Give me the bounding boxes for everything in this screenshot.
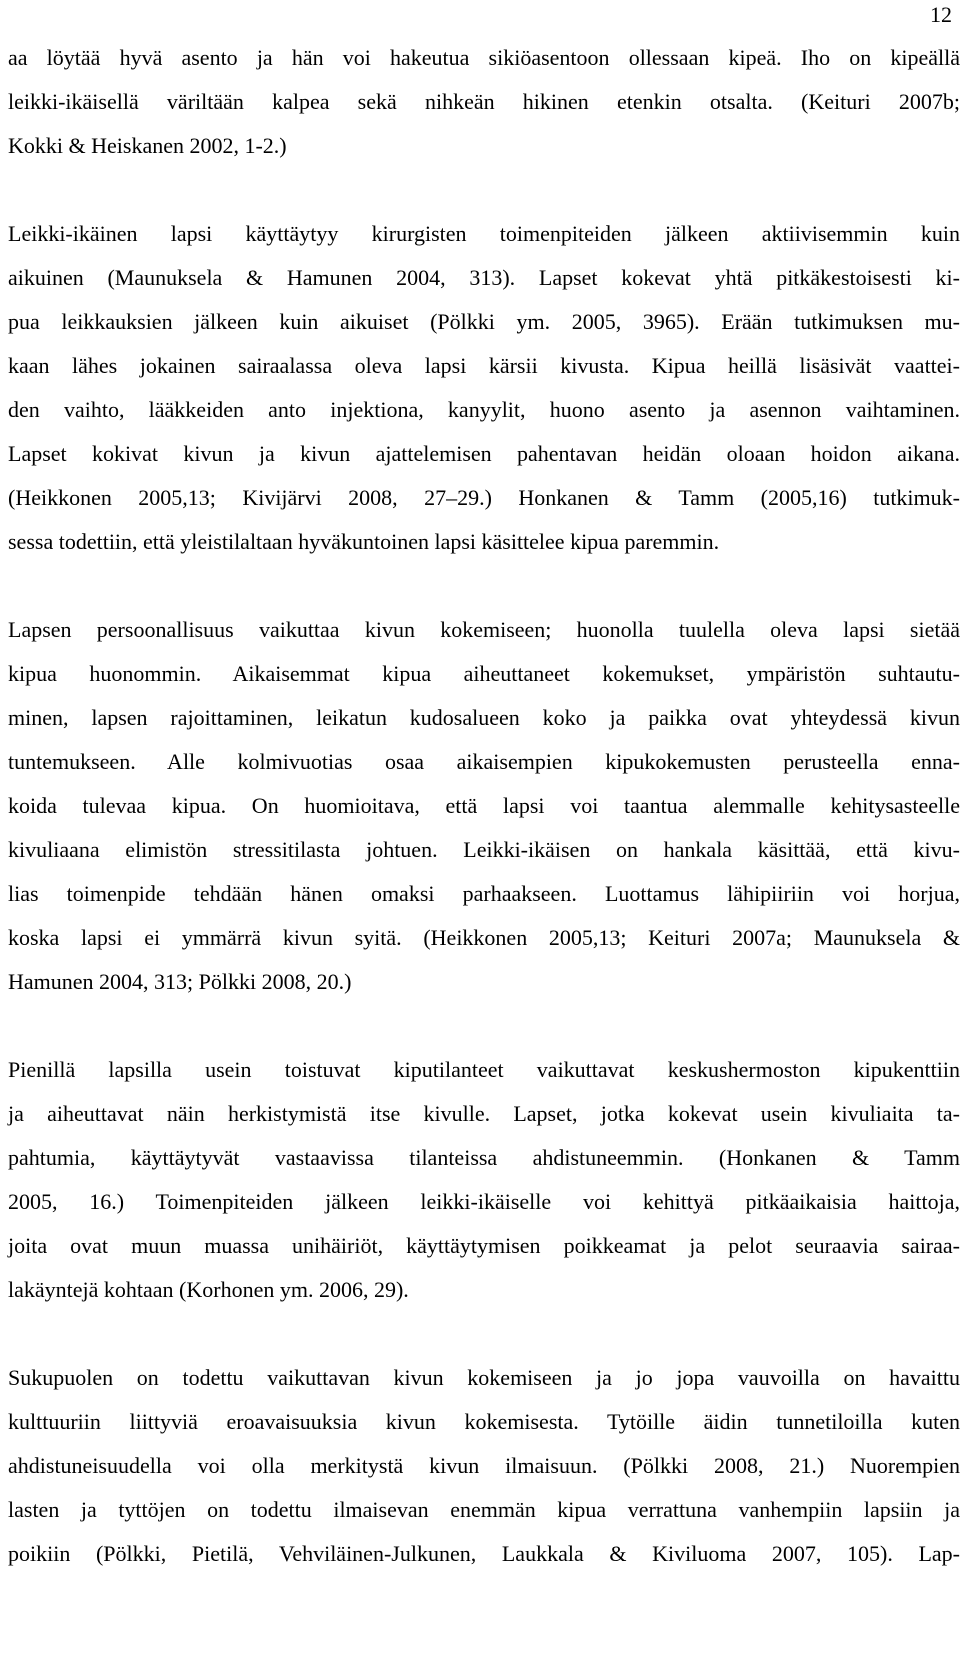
text-line: koska lapsi ei ymmärrä kivun syitä. (Heikkonen 2005,13; Keituri 2007a; Maunuksela & bbox=[8, 925, 960, 950]
text-line: (Heikkonen 2005,13; Kivijärvi 2008, 27–29.) Honkanen & Tamm (2005,16) tutkimuk- bbox=[8, 485, 960, 510]
text-line: poikiin (Pölkki, Pietilä, Vehviläinen-Julkunen, Laukkala & Kiviluoma 2007, 105). Lap- bbox=[8, 1541, 960, 1566]
text-line: sessa todettiin, että yleistilaltaan hyväkuntoinen lapsi käsittelee kipua paremmin. bbox=[8, 529, 720, 554]
text-line: 2005, 16.) Toimenpiteiden jälkeen leikki-ikäiselle voi kehittyä pitkäaikaisia haittoja, bbox=[8, 1189, 960, 1214]
paragraph-gap bbox=[8, 168, 960, 212]
text-line: aikuinen (Maunuksela & Hamunen 2004, 313). Lapset kokevat yhtä pitkäkestoisesti ki- bbox=[8, 265, 960, 290]
text-line: kulttuuriin liittyviä eroavaisuuksia kivun kokemisesta. Tytöille äidin tunnetiloilla kuten bbox=[8, 1409, 960, 1434]
text-line: Lapsen persoonallisuus vaikuttaa kivun kokemiseen; huonolla tuulella oleva lapsi sietää bbox=[8, 617, 960, 642]
text-line: Pienillä lapsilla usein toistuvat kiputilanteet vaikuttavat keskushermoston kipukenttiin bbox=[8, 1057, 960, 1082]
paragraph-gap bbox=[8, 1004, 960, 1048]
text-line: lias toimenpide tehdään hänen omaksi parhaakseen. Luottamus lähipiiriin voi horjua, bbox=[8, 881, 960, 906]
text-line: aa löytää hyvä asento ja hän voi hakeutua sikiöasentoon ollessaan kipeä. Iho on kipeällä bbox=[8, 45, 960, 70]
text-line: Leikki-ikäinen lapsi käyttäytyy kirurgisten toimenpiteiden jälkeen aktiivisemmin kuin bbox=[8, 221, 960, 246]
text-line: Lapset kokivat kivun ja kivun ajattelemisen pahentavan heidän oloaan hoidon aikana. bbox=[8, 441, 960, 466]
text-line: pua leikkauksien jälkeen kuin aikuiset (Pölkki ym. 2005, 3965). Erään tutkimuksen mu- bbox=[8, 309, 960, 334]
text-line: lasten ja tyttöjen on todettu ilmaisevan enemmän kipua verrattuna vanhempiin lapsiin ja bbox=[8, 1497, 960, 1522]
text-line: den vaihto, lääkkeiden anto injektiona, kanyylit, huono asento ja asennon vaihtaminen. bbox=[8, 397, 960, 422]
text-line: leikki-ikäisellä väriltään kalpea sekä nihkeän hikinen etenkin otsalta. (Keituri 2007b; bbox=[8, 89, 960, 114]
body-text bbox=[8, 36, 960, 1576]
text-line: joita ovat muun muassa unihäiriöt, käyttäytymisen poikkeamat ja pelot seuraavia sairaa- bbox=[8, 1233, 960, 1258]
text-line: pahtumia, käyttäytyvät vastaavissa tilanteissa ahdistuneemmin. (Honkanen & Tamm bbox=[8, 1145, 960, 1170]
text-line: Sukupuolen on todettu vaikuttavan kivun kokemiseen ja jo jopa vauvoilla on havaittu bbox=[8, 1365, 960, 1390]
text-line: lakäyntejä kohtaan (Korhonen ym. 2006, 29). bbox=[8, 1277, 409, 1302]
text-line: tuntemukseen. Alle kolmivuotias osaa aikaisempien kipukokemusten perusteella enna- bbox=[8, 749, 960, 774]
text-line: kivuliaana elimistön stressitilasta johtuen. Leikki-ikäisen on hankala käsittää, että kivu- bbox=[8, 837, 960, 862]
text-line: kaan lähes jokainen sairaalassa oleva lapsi kärsii kivusta. Kipua heillä lisäsivät vaattei- bbox=[8, 353, 960, 378]
text-line: koida tulevaa kipua. On huomioitava, että lapsi voi taantua alemmalle kehitysasteelle bbox=[8, 793, 960, 818]
paragraph-3 bbox=[8, 608, 960, 1004]
text-line: kipua huonommin. Aikaisemmat kipua aiheuttaneet kokemukset, ympäristön suhtautu- bbox=[8, 661, 960, 686]
paragraph-1 bbox=[8, 36, 960, 168]
page-number: 12 bbox=[930, 2, 952, 27]
text-line: Hamunen 2004, 313; Pölkki 2008, 20.) bbox=[8, 969, 352, 994]
text-line: minen, lapsen rajoittaminen, leikatun kudosalueen koko ja paikka ovat yhteydessä kivun bbox=[8, 705, 960, 730]
paragraph-4 bbox=[8, 1048, 960, 1312]
text-line: ahdistuneisuudella voi olla merkitystä kivun ilmaisuun. (Pölkki 2008, 21.) Nuorempien bbox=[8, 1453, 960, 1478]
paragraph-5 bbox=[8, 1356, 960, 1576]
text-line: Kokki & Heiskanen 2002, 1-2.) bbox=[8, 133, 287, 158]
text-line: ja aiheuttavat näin herkistymistä itse kivulle. Lapset, jotka kokevat usein kivuliaita ta- bbox=[8, 1101, 960, 1126]
paragraph-gap bbox=[8, 564, 960, 608]
paragraph-2 bbox=[8, 212, 960, 564]
paragraph-gap bbox=[8, 1312, 960, 1356]
